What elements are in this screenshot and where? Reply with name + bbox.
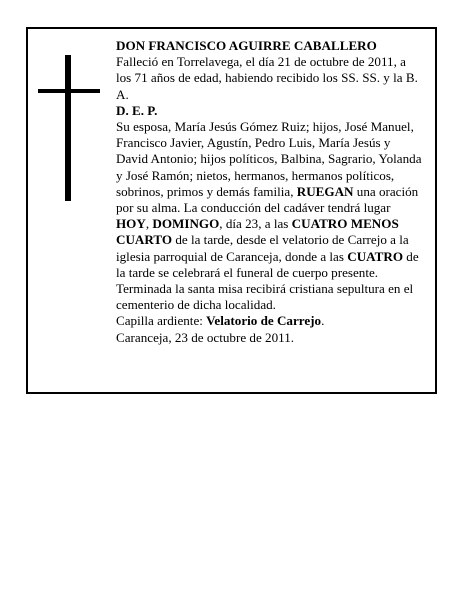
family-text-3: , día 23, a las — [219, 216, 292, 232]
chapel-label: Capilla ardiente: — [116, 313, 207, 329]
deceased-name: DON FRANCISCO AGUIRRE CABALLERO — [116, 38, 377, 53]
ruegan-emphasis: RUEGAN — [296, 183, 354, 199]
notice-text — [116, 38, 424, 346]
obituary-notice — [26, 27, 437, 394]
cross-horizontal-bar — [38, 89, 100, 93]
cross-vertical-bar — [65, 55, 71, 201]
time-emphasis: CUATRO MENOS CUARTO — [116, 216, 399, 248]
place-date: Caranceja, 23 de octubre de 2011. — [116, 329, 295, 345]
hoy-emphasis: HOY — [116, 216, 146, 232]
family-text-4: de la tarde, desde el velatorio de Carrejo a la iglesia parroquial de Caranceja, donde a las — [116, 232, 409, 264]
dep-abbreviation: D. E. P. — [116, 102, 158, 118]
cross-icon — [38, 55, 100, 201]
family-paragraph — [116, 119, 424, 313]
family-text-1: Su esposa, María Jesús Gómez Ruiz; hijos, José Manuel, Francisco Javier, Agustín, Pedro Luis, María Jesús y David Antonio; hijos políticos, Balbina, Sagrario, Yolanda y José Ramón; nietos, hermanos, hermanos políticos, sobrinos, primos y demás familia, — [116, 119, 422, 199]
death-info: Falleció en Torrelavega, el día 21 de octubre de 2011, a los 71 años de edad, habiendo recibido los SS. SS. y la B. A. — [116, 54, 418, 102]
family-comma-1: , — [145, 216, 153, 232]
funeral-time-emphasis: CUATRO — [347, 248, 404, 264]
chapel-end: . — [321, 313, 325, 329]
chapel-value: Velatorio de Carrejo — [206, 313, 322, 329]
family-text-2: una oración por su alma. La conducción del cadáver tendrá lugar — [116, 183, 419, 216]
family-text-5: de la tarde se celebrará el funeral de cuerpo presente. Terminada la santa misa recibirá cristiana sepultura en el cementerio de dicha localidad. — [116, 248, 419, 313]
chapel-line — [116, 313, 424, 329]
domingo-emphasis: DOMINGO — [152, 216, 220, 232]
